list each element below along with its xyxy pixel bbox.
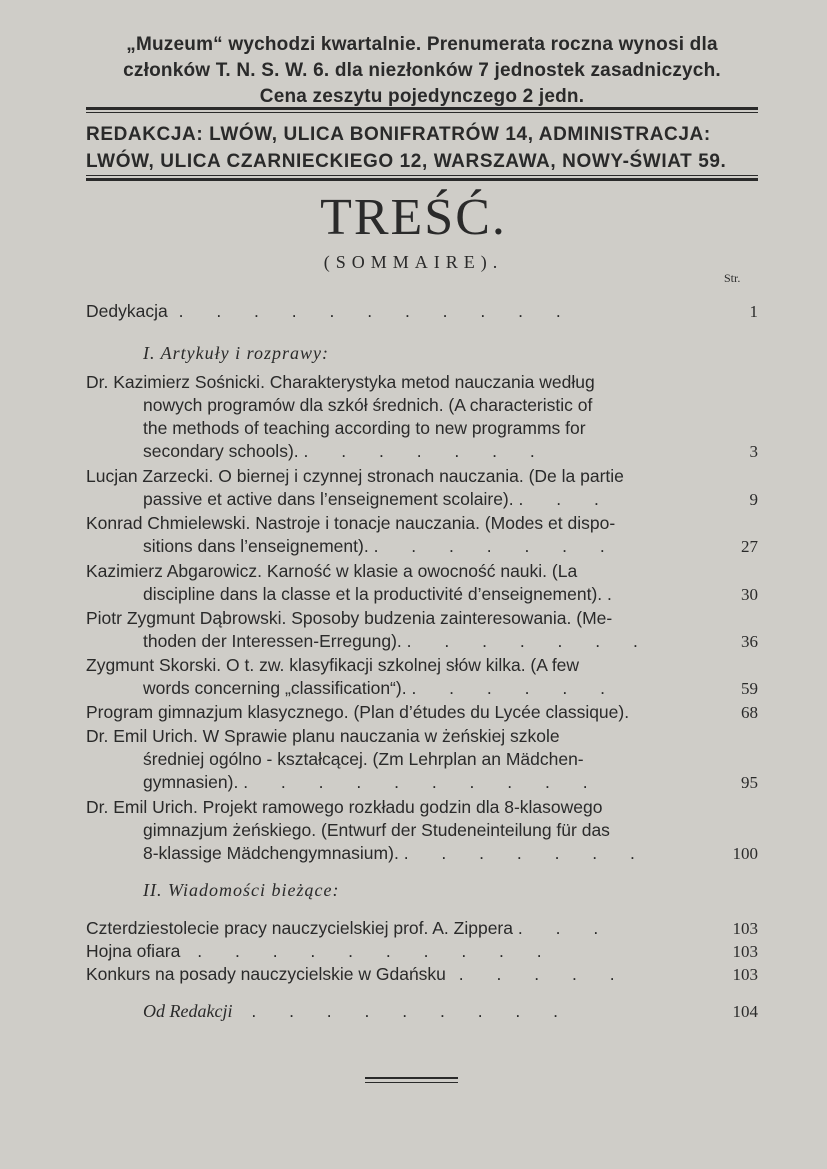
toc-entry-line: Zygmunt Skorski. O t. zw. klasyfikacji szkolnej słów kilka. (A few: [86, 655, 580, 675]
toc-page-number: 36: [741, 632, 758, 651]
toc-leader-dots: . . .: [517, 918, 613, 938]
toc-entry: [86, 940, 758, 963]
toc-entry-line: 8-klassige Mädchengymnasium).: [143, 843, 399, 863]
toc-entry-line: nowych programów dla szkół średnich. (A characteristic of: [143, 395, 593, 415]
header-rule-thick: [86, 107, 758, 110]
toc-entry-line: Lucjan Zarzecki. O biernej i czynnej stronach nauczania. (De la partie: [86, 466, 624, 486]
address-line-2: LWÓW, ULICA CZARNIECKIEGO 12, WARSZAWA, NOWY-ŚWIAT 59.: [86, 151, 727, 172]
toc-page-number: 1: [749, 302, 758, 321]
contents-subtitle: (SOMMAIRE).: [323, 252, 504, 272]
toc-page-number: 104: [732, 1002, 758, 1021]
toc-leader-dots: . . . . . . .: [373, 536, 619, 556]
notice-line-1: „Muzeum“ wychodzi kwartalnie. Prenumerata roczna wynosi dla: [126, 34, 718, 55]
toc-page-number: 3: [749, 442, 758, 461]
toc-entry: [86, 917, 758, 940]
toc-leader-dots: . . . . . . . . . . .: [178, 301, 575, 321]
toc-entry: [86, 654, 758, 700]
editorial-address: [86, 121, 758, 175]
toc-page-number: 30: [741, 585, 758, 604]
toc-entry-line: Dr. Kazimierz Sośnicki. Charakterystyka metod nauczania według: [86, 372, 595, 392]
toc-entry-line: gimnazjum żeńskiego. (Entwurf der Studeneinteilung für das: [143, 820, 610, 840]
page-column-label: Str.: [724, 271, 741, 285]
toc-entry-line: Program gimnazjum klasycznego. (Plan d’études du Lycée classique).: [86, 702, 630, 722]
toc-entry-line: średniej ogólno - kształcącej. (Zm Lehrplan an Mädchen-: [143, 749, 584, 769]
subscription-notice: [86, 32, 758, 110]
toc-page-number: 103: [732, 942, 758, 961]
toc-entry-editorial: [86, 1000, 758, 1023]
notice-line-3: Cena zeszytu pojedynczego 2 jedn.: [259, 86, 585, 107]
notice-line-2: członków T. N. S. W. 6. dla niezłonków 7 jednostek zasadniczych.: [123, 60, 721, 81]
toc-entry: [86, 560, 758, 606]
toc-entry-line: Kazimierz Abgarowicz. Karność w klasie a owocność nauki. (La: [86, 561, 578, 581]
toc-entry: [86, 701, 758, 724]
toc-page-number: 100: [732, 844, 758, 863]
toc-leader-dots: . . . . . . .: [303, 441, 549, 461]
address-line-1: REDAKCJA: LWÓW, ULICA BONIFRATRÓW 14, ADMINISTRACJA:: [86, 124, 711, 145]
toc-entry: [86, 371, 758, 463]
toc-page-number: 68: [741, 703, 758, 722]
contents-title: TREŚĆ.: [320, 189, 507, 246]
toc-entry-line: Konrad Chmielewski. Nastroje i tonacje nauczania. (Modes et dispo-: [86, 513, 616, 533]
header-rule-thin: [86, 112, 758, 113]
toc-entry: [86, 796, 758, 865]
toc-entry-line: Piotr Zygmunt Dąbrowski. Sposoby budzenia zainteresowania. (Me-: [86, 608, 613, 628]
toc-entry-line: the methods of teaching according to new programms for: [143, 418, 586, 438]
toc-entry-line: secondary schools).: [143, 441, 299, 461]
toc-entry-label: Dedykacja: [86, 301, 168, 321]
toc-leader-dots: . . . . . . .: [403, 843, 649, 863]
toc-entry-line: discipline dans la classe et la productivité d’enseignement).: [143, 584, 603, 604]
toc-entry-label: Czterdziestolecie pracy nauczycielskiej prof. A. Zippera: [86, 918, 513, 938]
toc-page-number: 103: [732, 919, 758, 938]
section-heading-news: II. Wiadomości bieżące:: [143, 880, 340, 900]
toc-entry: [86, 725, 758, 794]
toc-entry-label: Hojna ofiara: [86, 941, 181, 961]
toc-leader-dots: . . . . . . .: [406, 631, 652, 651]
toc-leader-dots: . . . . . . . . . .: [197, 941, 556, 961]
toc-leader-dots: . . . . . . . . . .: [243, 772, 602, 792]
toc-entry: [86, 512, 758, 558]
address-rule-thick: [86, 178, 758, 181]
toc-entry-line: Dr. Emil Urich. Projekt ramowego rozkładu godzin dla 8-klasowego: [86, 797, 603, 817]
toc-page-number: 27: [741, 537, 758, 556]
toc-entry-dedication: [86, 300, 758, 323]
toc-entry: [86, 465, 758, 511]
toc-page-number: 103: [732, 965, 758, 984]
section-heading-articles: I. Artykuły i rozprawy:: [143, 343, 329, 363]
toc-entry-label: Konkurs na posady nauczycielskie w Gdańsku: [86, 964, 446, 984]
footer-rule-bottom: [365, 1082, 458, 1083]
toc-entry: [86, 963, 758, 986]
address-rule-thin: [86, 175, 758, 176]
toc-entry-line: passive et active dans l’enseignement scolaire).: [143, 489, 514, 509]
toc-entry: [86, 607, 758, 653]
toc-entry-line: Dr. Emil Urich. W Sprawie planu nauczania w żeńskiej szkole: [86, 726, 560, 746]
toc-page-number: 95: [741, 773, 758, 792]
toc-entry-line: sitions dans l’enseignement).: [143, 536, 369, 556]
toc-entry-line: gymnasien).: [143, 772, 239, 792]
toc-page-number: 59: [741, 679, 758, 698]
toc-entry-label: Od Redakcji: [143, 1001, 233, 1021]
toc-leader-dots: .: [607, 584, 626, 604]
toc-leader-dots: . . . . . .: [411, 678, 619, 698]
toc-entry-line: words concerning „classification“).: [143, 678, 407, 698]
footer-rule-top: [365, 1077, 458, 1079]
toc-entry-line: thoden der Interessen-Erregung).: [143, 631, 402, 651]
toc-leader-dots: . . . . . . . . .: [251, 1001, 572, 1021]
toc-page-number: 9: [749, 490, 758, 509]
toc-leader-dots: . . . . .: [458, 964, 629, 984]
toc-leader-dots: . . .: [518, 489, 613, 509]
